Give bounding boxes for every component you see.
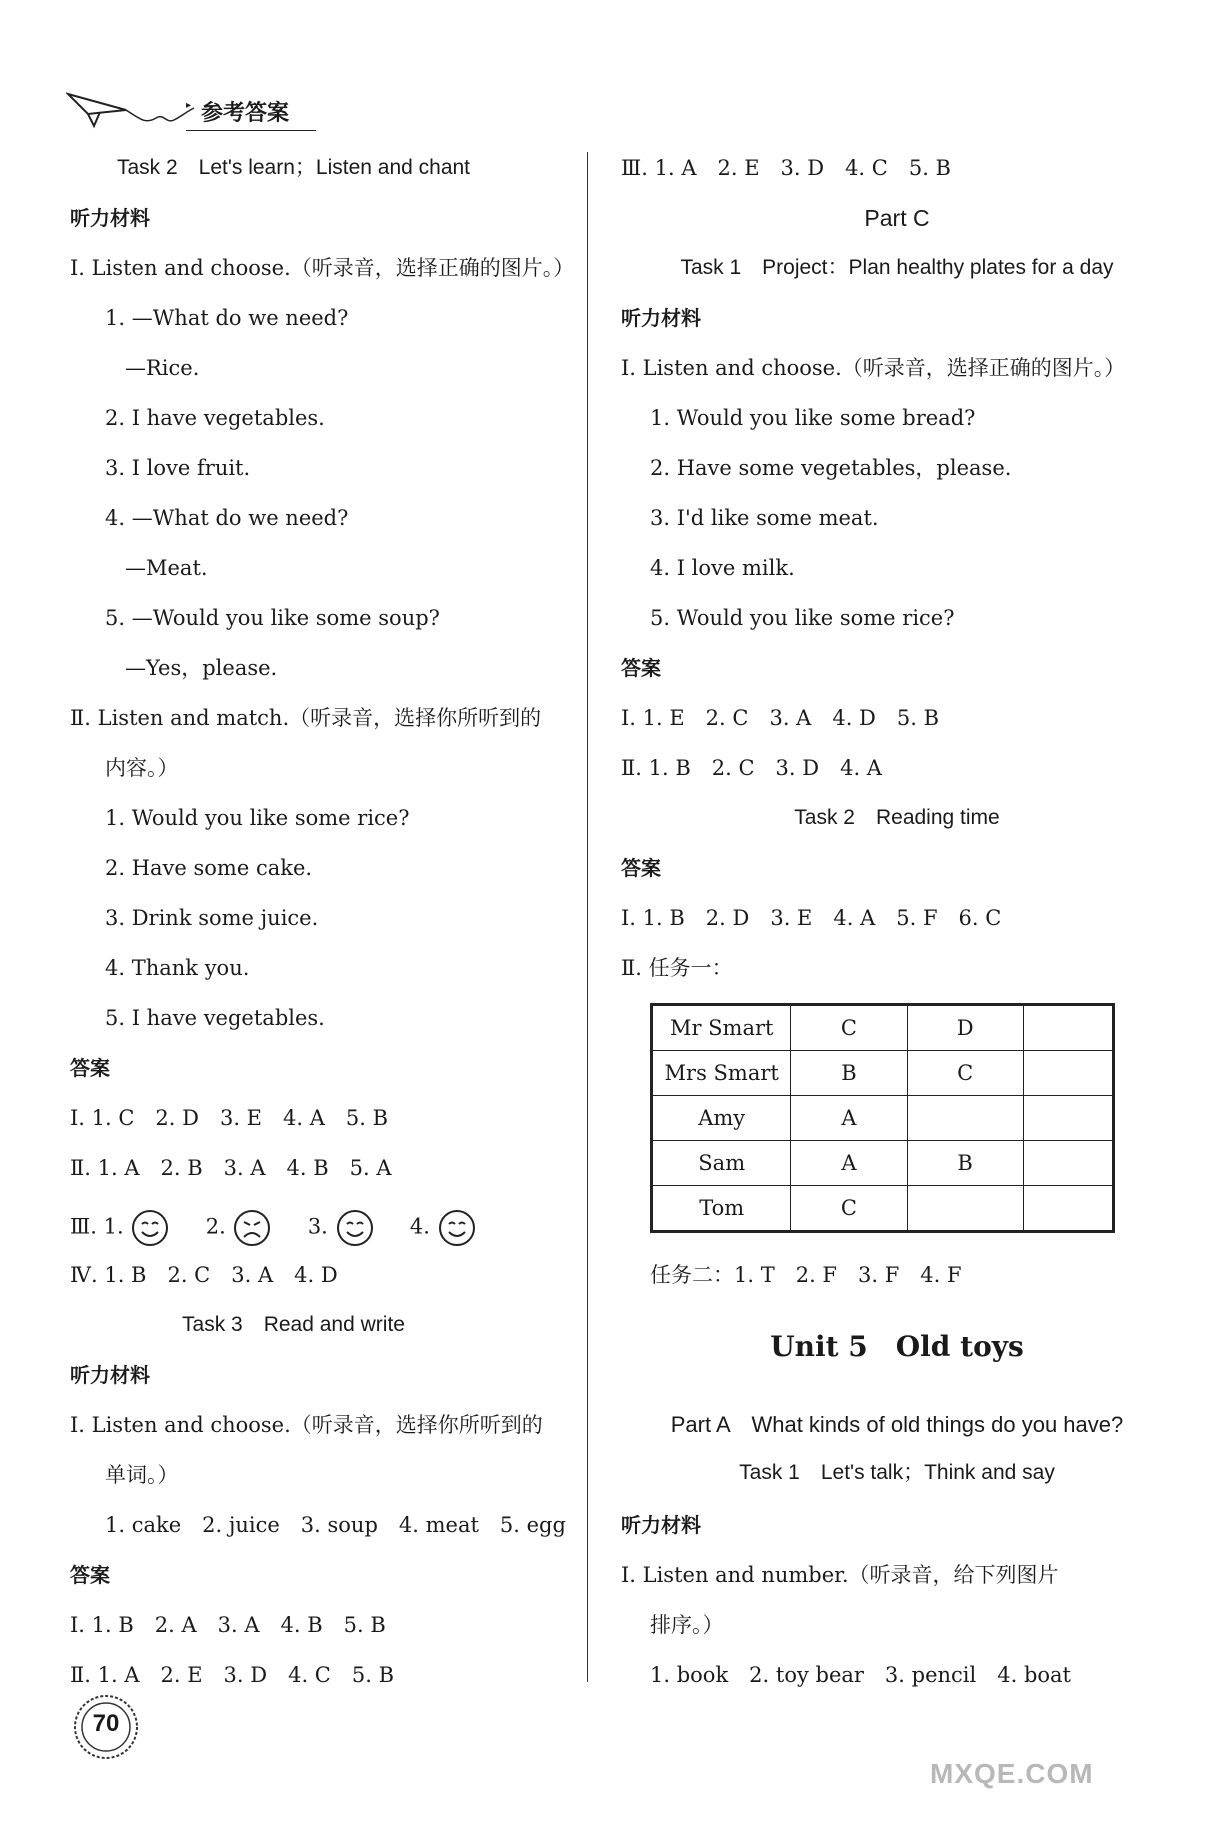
answer-label: Ⅲ. 1. xyxy=(70,1214,124,1239)
task-one-label: Ⅱ. 任务一： xyxy=(621,956,733,980)
page-number: 70 xyxy=(92,1710,120,1737)
q2-title: Ⅱ. Listen and match.（听录音，选择你所听到的 xyxy=(70,706,542,730)
answers-heading: 答案 xyxy=(70,1056,110,1080)
q2-title-cont: 内容。） xyxy=(105,756,179,780)
q1-title: Ⅰ. Listen and choose.（听录音，选择正确的图片。） xyxy=(70,256,575,280)
answer-line: Ⅰ. 1. B 2. D 3. E 4. A 5. F 6. C xyxy=(621,906,1002,930)
answer-label: 3. xyxy=(307,1214,328,1239)
answer-line: Ⅱ. 1. B 2. C 3. D 4. A xyxy=(621,756,882,780)
task-two-answers: 任务二：1. T 2. F 3. F 4. F xyxy=(650,1263,962,1287)
table-row xyxy=(652,1141,1114,1186)
table-row xyxy=(652,1051,1114,1096)
part-a-heading: Part A What kinds of old things do you have? xyxy=(670,1412,1124,1437)
smiley-face-icon xyxy=(130,1208,170,1248)
table-cell: C xyxy=(791,1186,907,1232)
u5-q1-title: Ⅰ. Listen and number.（听录音，给下列图片 xyxy=(621,1563,1059,1587)
list-item: —Yes，please. xyxy=(125,656,278,680)
answer-label: 4. xyxy=(409,1214,430,1239)
answer-label: 2. xyxy=(205,1214,226,1239)
list-item: 2. I have vegetables. xyxy=(105,406,325,430)
table-row xyxy=(652,1005,1114,1051)
list-item: 1. Would you like some bread? xyxy=(650,406,976,430)
answer-faces-line xyxy=(70,1208,477,1248)
list-item: 3. I love fruit. xyxy=(105,456,251,480)
table-row xyxy=(652,1186,1114,1232)
t3-q1-title-cont: 单词。） xyxy=(105,1463,179,1487)
table-cell: B xyxy=(907,1141,1023,1186)
task2-title: Task 2 Reading time xyxy=(794,806,1000,829)
table-cell xyxy=(1023,1005,1113,1051)
table-row xyxy=(652,1096,1114,1141)
answer-line: Ⅰ. 1. B 2. A 3. A 4. B 5. B xyxy=(70,1613,386,1637)
table-cell xyxy=(907,1096,1023,1141)
list-item: 4. I love milk. xyxy=(650,556,795,580)
header-title: 参考答案 xyxy=(201,101,290,126)
header-underline xyxy=(186,130,316,131)
list-item: 2. Have some cake. xyxy=(105,856,313,880)
table-cell: Sam xyxy=(652,1141,791,1186)
table-cell xyxy=(1023,1096,1113,1141)
list-item: 4. —What do we need? xyxy=(105,506,349,530)
unit-title: Unit 5 Old toys xyxy=(770,1330,1024,1363)
u5-q1-title-cont: 排序。） xyxy=(650,1613,724,1637)
answer-table xyxy=(650,1003,1115,1233)
list-item: 5. I have vegetables. xyxy=(105,1006,325,1030)
smiley-face-icon xyxy=(437,1208,477,1248)
listen-material-heading: 听力材料 xyxy=(621,306,701,330)
table-cell: A xyxy=(791,1141,907,1186)
table-cell xyxy=(1023,1051,1113,1096)
column-divider xyxy=(587,152,588,1682)
answer-line: Ⅱ. 1. A 2. E 3. D 4. C 5. B xyxy=(70,1663,395,1687)
table-cell: Mr Smart xyxy=(652,1005,791,1051)
table-cell: B xyxy=(791,1051,907,1096)
answer-line: Ⅰ. 1. C 2. D 3. E 4. A 5. B xyxy=(70,1106,389,1130)
word-list: 1. book 2. toy bear 3. pencil 4. boat xyxy=(650,1663,1071,1687)
page-header xyxy=(66,80,316,140)
answers-heading: 答案 xyxy=(621,856,661,880)
table-cell: C xyxy=(791,1005,907,1051)
task3-title: Task 3 Read and write xyxy=(182,1313,405,1336)
answer-line: Ⅰ. 1. E 2. C 3. A 4. D 5. B xyxy=(621,706,940,730)
q1-title: Ⅰ. Listen and choose.（听录音，选择正确的图片。） xyxy=(621,356,1126,380)
table-cell xyxy=(1023,1141,1113,1186)
answer-line: Ⅲ. 1. A 2. E 3. D 4. C 5. B xyxy=(621,156,951,180)
list-item: —Meat. xyxy=(125,556,208,580)
answers-heading: 答案 xyxy=(70,1563,110,1587)
table-cell xyxy=(1023,1186,1113,1232)
list-item: 1. Would you like some rice? xyxy=(105,806,410,830)
list-item: 4. Thank you. xyxy=(105,956,250,980)
table-cell: Tom xyxy=(652,1186,791,1232)
t3-q1-title: Ⅰ. Listen and choose.（听录音，选择你所听到的 xyxy=(70,1413,543,1437)
task2-title: Task 2 Let's learn；Listen and chant xyxy=(116,156,471,179)
part-c-heading: Part C xyxy=(864,205,930,231)
listen-material-heading: 听力材料 xyxy=(70,1363,150,1387)
word-list: 1. cake 2. juice 3. soup 4. meat 5. egg xyxy=(105,1513,566,1537)
table-cell: Mrs Smart xyxy=(652,1051,791,1096)
arrow-icon: ▸ xyxy=(186,100,192,111)
paper-plane-icon xyxy=(66,80,196,140)
list-item: 5. Would you like some rice? xyxy=(650,606,955,630)
table-cell: C xyxy=(907,1051,1023,1096)
listen-material-heading: 听力材料 xyxy=(621,1513,701,1537)
table-cell: D xyxy=(907,1005,1023,1051)
list-item: 3. I'd like some meat. xyxy=(650,506,879,530)
list-item: 2. Have some vegetables，please. xyxy=(650,456,1012,480)
answers-heading: 答案 xyxy=(621,656,661,680)
list-item: 1. —What do we need? xyxy=(105,306,349,330)
answer-line: Ⅱ. 1. A 2. B 3. A 4. B 5. A xyxy=(70,1156,392,1180)
task1-title: Task 1 Project：Plan healthy plates for a day xyxy=(680,256,1114,279)
table-cell: A xyxy=(791,1096,907,1141)
table-cell: Amy xyxy=(652,1096,791,1141)
list-item: 5. —Would you like some soup? xyxy=(105,606,440,630)
list-item: —Rice. xyxy=(125,356,200,380)
sad-face-icon xyxy=(232,1208,272,1248)
listen-material-heading: 听力材料 xyxy=(70,206,150,230)
answer-line: Ⅳ. 1. B 2. C 3. A 4. D xyxy=(70,1263,338,1287)
smiley-face-icon xyxy=(335,1208,375,1248)
u5-task1-title: Task 1 Let's talk；Think and say xyxy=(739,1461,1055,1484)
list-item: 3. Drink some juice. xyxy=(105,906,319,930)
watermark: MXQE.COM xyxy=(930,1758,1094,1789)
table-cell xyxy=(907,1186,1023,1232)
